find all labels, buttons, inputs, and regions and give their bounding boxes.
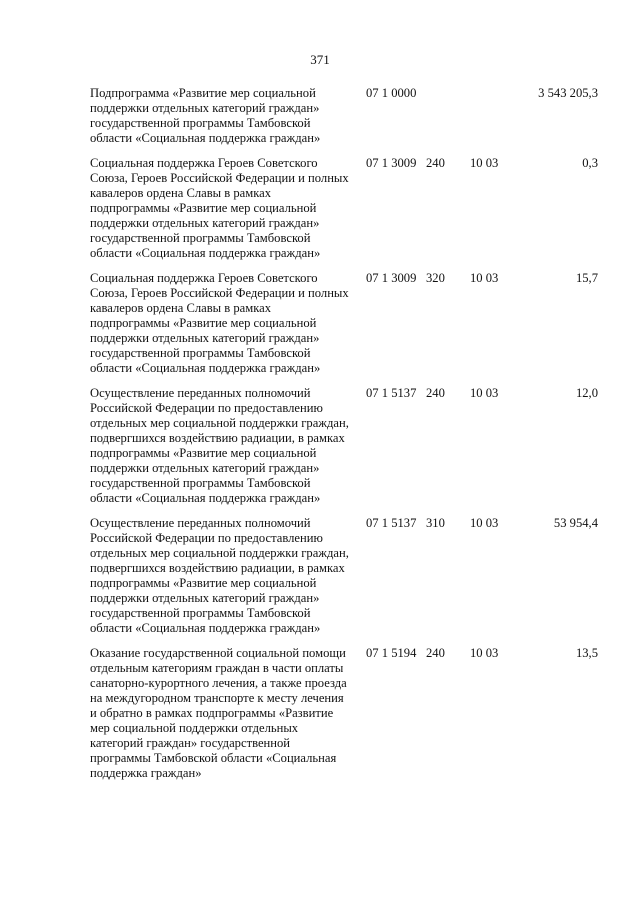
section-cell: 10 03 <box>470 386 499 400</box>
amount-cell: 15,7 <box>575 271 598 285</box>
expense-type-cell: 240 <box>426 386 445 400</box>
section-cell <box>470 86 524 156</box>
target-code-cell: 07 1 3009 <box>366 156 417 170</box>
amount-cell: 0,3 <box>582 156 598 170</box>
amount-cell: 3 543 205,3 <box>538 86 598 100</box>
section-cell: 10 03 <box>470 646 499 660</box>
table-row <box>90 386 598 516</box>
expense-type-cell: 240 <box>426 646 445 660</box>
section-cell: 10 03 <box>470 156 499 170</box>
table-row <box>90 156 598 271</box>
page-number: 371 <box>310 52 330 67</box>
target-code-cell: 07 1 0000 <box>366 86 417 100</box>
section-cell: 10 03 <box>470 271 499 285</box>
table-row <box>90 271 598 386</box>
amount-cell: 53 954,4 <box>553 516 598 530</box>
table-row <box>90 646 598 791</box>
amount-cell: 12,0 <box>575 386 598 400</box>
row-description: Осуществление переданных полномочий Российской Федерации по предоставлению отдельных мер социальной поддержки граждан, подвергшихся воздействию радиации, в рамках подпрограммы «Развитие мер социальной поддержки отдельных категорий граждан» государственной программы Тамбовской области «Социальная поддержка граждан» <box>90 386 349 505</box>
budget-table <box>90 86 598 791</box>
table-row <box>90 516 598 646</box>
target-code-cell: 07 1 5194 <box>366 646 417 660</box>
expense-type-cell <box>426 86 470 156</box>
expense-type-cell: 320 <box>426 271 445 285</box>
row-description: Осуществление переданных полномочий Российской Федерации по предоставлению отдельных мер социальной поддержки граждан, подвергшихся воздействию радиации, в рамках подпрограммы «Развитие мер социальной поддержки отдельных категорий граждан» государственной программы Тамбовской области «Социальная поддержка граждан» <box>90 516 349 635</box>
row-description: Оказание государственной социальной помощи отдельным категориям граждан в части оплаты санаторно-курортного лечения, а также проезда на междугородном транспорте к месту лечения и обратно в рамках подпрограммы «Развитие мер социальной поддержки отдельных категорий граждан» государственной программы Тамбовской области «Социальная поддержка граждан» <box>90 646 347 780</box>
amount-cell: 13,5 <box>575 646 598 660</box>
expense-type-cell: 240 <box>426 156 445 170</box>
row-description: Социальная поддержка Героев Советского Союза, Героев Российской Федерации и полных кавалеров ордена Славы в рамках подпрограммы «Развитие мер социальной поддержки отдельных категорий граждан» государственной программы Тамбовской области «Социальная поддержка граждан» <box>90 156 349 260</box>
table-row <box>90 86 598 156</box>
target-code-cell: 07 1 3009 <box>366 271 417 285</box>
expense-type-cell: 310 <box>426 516 445 530</box>
row-description: Социальная поддержка Героев Советского Союза, Героев Российской Федерации и полных кавалеров ордена Славы в рамках подпрограммы «Развитие мер социальной поддержки отдельных категорий граждан» государственной программы Тамбовской области «Социальная поддержка граждан» <box>90 271 349 375</box>
target-code-cell: 07 1 5137 <box>366 516 417 530</box>
row-description: Подпрограмма «Развитие мер социальной поддержки отдельных категорий граждан» государственной программы Тамбовской области «Социальная поддержка граждан» <box>90 86 321 145</box>
section-cell: 10 03 <box>470 516 499 530</box>
target-code-cell: 07 1 5137 <box>366 386 417 400</box>
